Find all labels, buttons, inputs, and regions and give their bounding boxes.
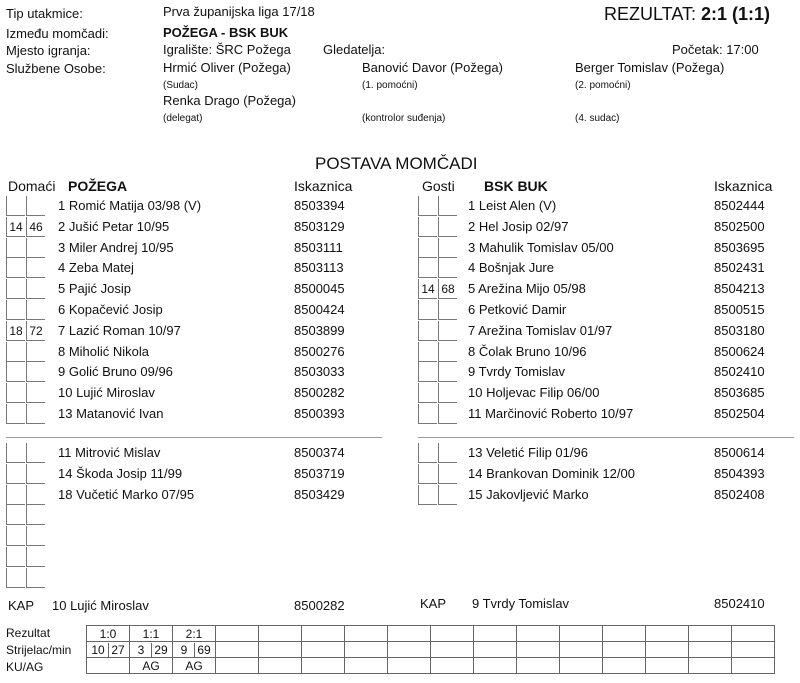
player-card-id: 8503899	[294, 322, 345, 338]
player-goal-minute-box	[438, 321, 457, 341]
player-name: 11 Mitrović Mislav	[58, 445, 161, 460]
result-cell	[517, 626, 560, 642]
player-goal-minute-box	[26, 383, 45, 403]
kuag-row-label: KU/AG	[6, 660, 44, 674]
player-goal-count-box: 14	[6, 217, 25, 237]
player-card-id: 8503685	[714, 385, 765, 401]
player-card-id: 8502410	[714, 364, 765, 380]
player-card-id: 8500393	[294, 406, 345, 421]
player-goal-count-box	[6, 485, 25, 505]
result-cell	[474, 626, 517, 642]
player-row	[6, 568, 396, 589]
player-card-id: 8503695	[714, 239, 765, 255]
kuag-cell	[302, 658, 345, 674]
teams-value: POŽEGA - BSK BUK	[163, 25, 289, 40]
kuag-cell	[474, 658, 517, 674]
player-name: 3 Mahulik Tomislav 05/00	[468, 239, 614, 255]
player-name: 11 Marčinović Roberto 10/97	[468, 406, 634, 421]
player-row	[418, 238, 800, 259]
scorer-cell	[689, 642, 732, 658]
player-goal-minute-box	[26, 404, 45, 424]
player-name: 7 Arežina Tomislav 01/97	[468, 322, 613, 338]
player-row	[6, 383, 396, 404]
result-cell	[732, 626, 775, 642]
player-goal-minute-box: 72	[26, 321, 45, 341]
scorer-cell	[388, 642, 431, 658]
result-cell	[259, 626, 302, 642]
player-card-id: 8502431	[714, 260, 765, 276]
player-row	[6, 505, 396, 526]
player-goal-minute-box	[26, 300, 45, 320]
player-name: 2 Jušić Petar 10/95	[58, 218, 170, 234]
player-goal-minute-box	[438, 383, 457, 403]
venue-label: Mjesto igranja:	[6, 43, 91, 58]
player-card-id: 8503180	[714, 322, 765, 338]
player-goal-minute-box	[26, 238, 45, 258]
player-goal-count-box	[6, 342, 25, 362]
kuag-cell	[388, 658, 431, 674]
player-goal-count-box	[418, 258, 437, 278]
away-divider	[418, 437, 794, 438]
player-goal-minute-box	[438, 196, 457, 216]
player-row	[6, 279, 396, 300]
player-goal-count-box: 18	[6, 321, 25, 341]
officials-label: Službene Osobe:	[6, 61, 106, 76]
player-card-id: 8504213	[714, 281, 765, 297]
home-captain-label: KAP	[8, 598, 35, 613]
player-name: 8 Miholić Nikola	[58, 343, 150, 359]
result-cell	[689, 626, 732, 642]
official-role: (kontrolor suđenja)	[362, 113, 446, 124]
kuag-cell: AG	[173, 658, 216, 674]
score-label: REZULTAT:	[604, 4, 697, 24]
kuag-cell	[560, 658, 603, 674]
player-goal-minute-box	[438, 342, 457, 362]
player-goal-minute-box	[438, 258, 457, 278]
home-side-label: Domaći	[8, 178, 56, 194]
home-divider	[6, 437, 382, 438]
kuag-cell	[646, 658, 689, 674]
kickoff-time: Početak: 17:00	[672, 42, 759, 57]
player-card-id: 8503719	[294, 465, 345, 481]
player-card-id: 8503111	[294, 239, 343, 255]
player-name: 1 Leist Alen (V)	[468, 198, 557, 213]
scorer-number: 9	[180, 642, 188, 657]
player-goal-count-box	[418, 485, 437, 505]
player-card-id: 8503429	[294, 486, 345, 502]
player-goal-count-box	[6, 362, 25, 382]
scorer-cell	[216, 642, 259, 658]
player-goal-minute-box	[26, 362, 45, 382]
home-id-header: Iskaznica	[294, 178, 353, 194]
result-cell	[302, 626, 345, 642]
scorer-cell	[259, 642, 302, 658]
official-role: (Sudac)	[163, 80, 199, 91]
away-side-label: Gosti	[422, 178, 455, 194]
player-goal-minute-box	[438, 404, 457, 424]
player-card-id: 8502444	[714, 198, 765, 213]
player-row	[418, 383, 800, 404]
player-card-id: 8500276	[294, 343, 345, 359]
result-cell: 1:0	[87, 626, 130, 642]
player-row	[6, 485, 396, 506]
teams-label: Između momčadi:	[6, 26, 109, 41]
player-row	[418, 258, 800, 279]
player-card-id: 8500624	[714, 343, 765, 359]
scorer-number: 3	[137, 642, 145, 657]
scorer-cell	[560, 642, 603, 658]
away-captain-name: 9 Tvrdy Tomislav	[472, 596, 570, 611]
player-name: 8 Čolak Bruno 10/96	[468, 343, 587, 359]
player-row	[418, 279, 800, 300]
player-goal-minute-box: 68	[438, 279, 457, 299]
away-captain-id: 8502410	[714, 596, 765, 611]
kuag-cell: AG	[130, 658, 173, 674]
player-row	[6, 258, 396, 279]
player-card-id: 8503394	[294, 198, 345, 213]
player-goal-count-box	[6, 300, 25, 320]
player-name: 9 Tvrdy Tomislav	[468, 364, 566, 380]
match-type-label: Tip utakmice:	[6, 6, 83, 21]
player-card-id: 8503033	[294, 364, 345, 380]
official-name: Berger Tomislav (Požega)	[575, 60, 725, 75]
player-goal-minute-box	[438, 300, 457, 320]
player-name: 13 Veletić Filip 01/96	[468, 445, 588, 460]
scorer-cell	[345, 642, 388, 658]
player-row	[418, 485, 800, 506]
player-row	[418, 342, 800, 363]
player-name: 10 Holjevac Filip 06/00	[468, 385, 600, 401]
player-name: 4 Zeba Matej	[58, 260, 134, 276]
player-goal-count-box	[6, 196, 25, 216]
section-title: POSTAVA MOMČADI	[315, 154, 478, 173]
player-card-id: 8504393	[714, 465, 765, 481]
scorer-cell	[130, 642, 173, 658]
scorer-cell	[646, 642, 689, 658]
scorer-cell	[474, 642, 517, 658]
player-name: 10 Lujić Miroslav	[58, 385, 155, 401]
player-goal-count-box	[6, 547, 25, 567]
player-card-id: 8502500	[714, 218, 765, 234]
player-goal-minute-box	[26, 505, 45, 525]
player-card-id: 8500515	[714, 302, 765, 317]
scorer-minute: 69	[194, 643, 214, 657]
player-goal-count-box: 14	[418, 279, 437, 299]
player-row	[418, 196, 800, 217]
player-goal-minute-box	[26, 443, 45, 463]
player-goal-count-box	[418, 321, 437, 341]
player-goal-count-box	[6, 279, 25, 299]
kuag-cell	[603, 658, 646, 674]
player-goal-count-box	[6, 568, 25, 588]
player-name: 3 Miler Andrej 10/95	[58, 239, 174, 255]
player-goal-count-box	[418, 404, 437, 424]
away-team-name: BSK BUK	[484, 178, 548, 194]
player-goal-count-box	[6, 258, 25, 278]
scorer-minute: 27	[108, 643, 128, 657]
player-row	[418, 217, 800, 238]
score	[604, 4, 770, 25]
player-goal-count-box	[6, 464, 25, 484]
away-captain-label: KAP	[420, 596, 447, 611]
player-name: 2 Hel Josip 02/97	[468, 218, 569, 234]
official-name: Banović Davor (Požega)	[362, 60, 503, 75]
home-team-name: POŽEGA	[68, 178, 128, 194]
kuag-cell	[87, 658, 130, 674]
player-goal-minute-box	[26, 279, 45, 299]
result-cell	[603, 626, 646, 642]
player-row	[6, 464, 396, 485]
player-goal-minute-box	[26, 547, 45, 567]
player-name: 5 Arežina Mijo 05/98	[468, 281, 586, 297]
home-captain-name: 10 Lujić Miroslav	[52, 598, 149, 613]
player-name: 1 Romić Matija 03/98 (V)	[58, 198, 202, 213]
official-role: (1. pomoćni)	[362, 80, 418, 91]
scorer-cell	[517, 642, 560, 658]
result-cell	[216, 626, 259, 642]
player-row	[6, 526, 396, 547]
venue-value: Igralište: ŠRC Požega	[163, 42, 291, 57]
player-row	[6, 321, 396, 342]
scorer-cell	[732, 642, 775, 658]
result-cell	[345, 626, 388, 642]
player-goal-minute-box	[438, 443, 457, 463]
player-row	[418, 321, 800, 342]
player-name: 6 Petković Damir	[468, 302, 567, 317]
scorer-cell	[603, 642, 646, 658]
player-row	[418, 404, 800, 425]
player-row	[418, 443, 800, 464]
result-cell: 2:1	[173, 626, 216, 642]
player-card-id: 8503129	[294, 218, 345, 234]
player-goal-count-box	[6, 238, 25, 258]
official-role: (2. pomoćni)	[575, 80, 631, 91]
official-role: (4. sudac)	[575, 113, 620, 124]
player-row	[6, 443, 396, 464]
player-row	[6, 300, 396, 321]
result-cell	[431, 626, 474, 642]
player-goal-count-box	[418, 217, 437, 237]
kuag-cell	[345, 658, 388, 674]
player-goal-count-box	[6, 526, 25, 546]
player-goal-minute-box	[26, 568, 45, 588]
kuag-cell	[689, 658, 732, 674]
player-card-id: 8500045	[294, 281, 345, 297]
player-row	[6, 404, 396, 425]
player-card-id: 8503113	[294, 260, 344, 276]
player-card-id: 8500424	[294, 302, 345, 317]
scorer-minute: 29	[151, 643, 171, 657]
match-type-value: Prva županijska liga 17/18	[163, 4, 315, 19]
player-goal-count-box	[418, 464, 437, 484]
result-row-label: Rezultat	[6, 626, 51, 640]
player-row	[6, 342, 396, 363]
home-captain-id: 8500282	[294, 598, 345, 613]
scorer-cell	[302, 642, 345, 658]
player-row	[6, 547, 396, 568]
player-goal-count-box	[418, 342, 437, 362]
player-name: 15 Jakovljević Marko	[468, 486, 589, 502]
player-card-id: 8500374	[294, 445, 345, 460]
player-name: 7 Lazić Roman 10/97	[58, 322, 181, 338]
player-goal-minute-box	[438, 485, 457, 505]
player-card-id: 8502504	[714, 406, 765, 421]
kuag-cell	[259, 658, 302, 674]
result-cell	[560, 626, 603, 642]
player-goal-minute-box	[438, 362, 457, 382]
official-name: Renka Drago (Požega)	[163, 93, 296, 108]
kuag-cell	[216, 658, 259, 674]
official-role: (delegat)	[163, 113, 203, 124]
player-name: 9 Golić Bruno 09/96	[58, 364, 173, 380]
official-name: Hrmić Oliver (Požega)	[163, 60, 291, 75]
player-row	[418, 464, 800, 485]
player-name: 6 Kopačević Josip	[58, 302, 163, 317]
scorer-cell	[173, 642, 216, 658]
player-goal-minute-box: 46	[26, 217, 45, 237]
player-name: 14 Brankovan Dominik 12/00	[468, 465, 635, 481]
player-goal-count-box	[418, 300, 437, 320]
player-goal-minute-box	[26, 258, 45, 278]
scorer-cell	[431, 642, 474, 658]
result-cell: 1:1	[130, 626, 173, 642]
player-card-id: 8502408	[714, 486, 765, 502]
player-goal-minute-box	[26, 485, 45, 505]
spectators-label: Gledatelja:	[323, 42, 386, 57]
player-row	[6, 196, 396, 217]
player-row	[6, 362, 396, 383]
player-goal-minute-box	[26, 464, 45, 484]
player-goal-count-box	[6, 505, 25, 525]
player-goal-count-box	[418, 443, 437, 463]
player-goal-minute-box	[438, 464, 457, 484]
player-goal-minute-box	[438, 238, 457, 258]
player-goal-count-box	[418, 362, 437, 382]
player-name: 5 Pajić Josip	[58, 281, 131, 297]
player-goal-count-box	[6, 443, 25, 463]
player-goal-minute-box	[438, 217, 457, 237]
player-goal-count-box	[418, 383, 437, 403]
player-card-id: 8500282	[294, 385, 345, 401]
player-goal-count-box	[6, 383, 25, 403]
scorer-row-label: Strijelac/min	[6, 643, 72, 657]
player-row	[6, 217, 396, 238]
result-cell	[646, 626, 689, 642]
player-goal-minute-box	[26, 526, 45, 546]
kuag-cell	[431, 658, 474, 674]
player-goal-minute-box	[26, 342, 45, 362]
kuag-cell	[732, 658, 775, 674]
away-id-header: Iskaznica	[714, 178, 773, 194]
player-name: 13 Matanović Ivan	[58, 406, 164, 421]
goals-table	[86, 625, 775, 674]
result-cell	[388, 626, 431, 642]
player-row	[418, 300, 800, 321]
score-value: 2:1 (1:1)	[701, 4, 771, 24]
player-name: 14 Škoda Josip 11/99	[58, 465, 183, 481]
kuag-cell	[517, 658, 560, 674]
player-name: 18 Vučetić Marko 07/95	[58, 486, 195, 502]
player-card-id: 8500614	[714, 445, 765, 460]
player-goal-count-box	[418, 196, 437, 216]
player-name: 4 Bošnjak Jure	[468, 260, 554, 276]
player-goal-minute-box	[26, 196, 45, 216]
player-goal-count-box	[6, 404, 25, 424]
player-row	[418, 362, 800, 383]
player-goal-count-box	[418, 238, 437, 258]
player-row	[6, 238, 396, 259]
scorer-cell	[87, 642, 130, 658]
scorer-number: 10	[91, 642, 105, 657]
